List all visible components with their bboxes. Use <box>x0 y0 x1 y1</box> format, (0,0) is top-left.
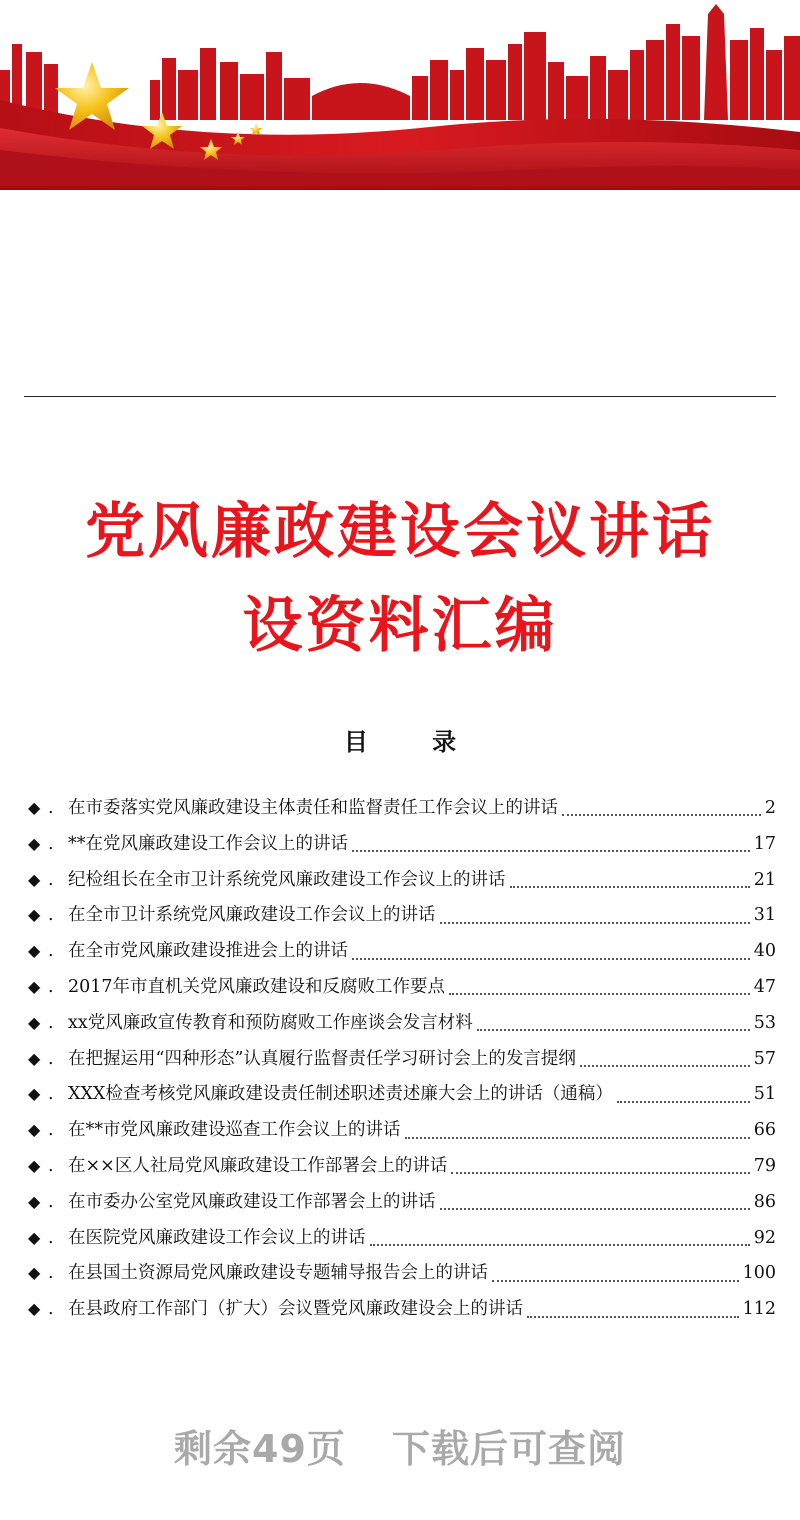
download-to-view-text: 下载后可查阅 <box>391 1427 626 1471</box>
dot-leader <box>440 921 750 924</box>
bullet-dot: . <box>48 1263 54 1284</box>
dot-leader <box>527 1315 739 1318</box>
toc-entry-title: 纪检组长在全市卫计系统党风廉政建设工作会议上的讲话 <box>68 869 506 890</box>
diamond-bullet-icon: ◆ <box>28 869 41 889</box>
remaining-pages-text: 剩余49页 <box>174 1427 346 1471</box>
toc-entry-title: 在全市党风廉政建设推进会上的讲话 <box>68 941 348 962</box>
bullet-dot: . <box>48 1155 54 1176</box>
toc-entry-page: 57 <box>753 1048 776 1069</box>
toc-entry-title: 在把握运用“四种形态”认真履行监督责任学习研讨会上的发言提纲 <box>68 1048 576 1069</box>
bullet-dot: . <box>48 798 54 818</box>
diamond-bullet-icon: ◆ <box>28 1084 41 1104</box>
toc-entry[interactable] <box>28 1080 776 1116</box>
bullet-dot: . <box>48 905 54 926</box>
dot-leader <box>370 1243 750 1246</box>
header-banner <box>0 0 800 190</box>
diamond-bullet-icon: ◆ <box>28 976 41 996</box>
toc-entry[interactable] <box>28 901 776 937</box>
toc-entry[interactable] <box>28 794 776 830</box>
diamond-bullet-icon: ◆ <box>28 1120 41 1140</box>
diamond-bullet-icon: ◆ <box>28 1227 41 1247</box>
bullet-dot: . <box>48 1299 54 1320</box>
toc-entry-page: 86 <box>753 1191 776 1212</box>
toc-entry[interactable] <box>28 937 776 973</box>
toc-entry-page: 92 <box>753 1227 776 1248</box>
dot-leader <box>451 1171 749 1174</box>
toc-entry-title: XXX检查考核党风廉政建设责任制述职述责述廉大会上的讲话（通稿） <box>68 1084 613 1105</box>
bullet-dot: . <box>48 1084 54 1105</box>
toc-entry[interactable] <box>28 866 776 902</box>
dot-leader <box>562 813 761 816</box>
diamond-bullet-icon: ◆ <box>28 1048 41 1068</box>
toc-entry-title: 在县国土资源局党风廉政建设专题辅导报告会上的讲话 <box>68 1263 488 1284</box>
document-title-line1: 党风廉政建设会议讲话 <box>85 497 715 567</box>
dot-leader <box>440 1207 750 1210</box>
toc-entry-title: 在市委办公室党风廉政建设工作部署会上的讲话 <box>68 1191 436 1212</box>
toc-entry-page: 51 <box>753 1084 776 1105</box>
toc-entry-page: 100 <box>742 1263 776 1284</box>
footer-notice <box>0 1418 800 1473</box>
dot-leader <box>405 1136 750 1139</box>
dot-leader <box>449 992 750 995</box>
city-skyline <box>0 4 800 120</box>
diamond-bullet-icon: ◆ <box>28 798 41 817</box>
toc-entry-title: 在市委落实党风廉政建设主体责任和监督责任工作会议上的讲话 <box>68 798 558 818</box>
toc-entry[interactable] <box>28 1009 776 1045</box>
toc-entry[interactable] <box>28 973 776 1009</box>
dot-leader <box>492 1279 739 1282</box>
bullet-dot: . <box>48 976 54 997</box>
diamond-bullet-icon: ◆ <box>28 1155 41 1175</box>
toc-entry[interactable] <box>28 1188 776 1224</box>
divider-line <box>24 396 776 397</box>
diamond-bullet-icon: ◆ <box>28 941 41 961</box>
dot-leader <box>352 849 750 852</box>
toc-entry-title: 在医院党风廉政建设工作会议上的讲话 <box>68 1227 366 1248</box>
bullet-dot: . <box>48 833 54 854</box>
toc-entry-title: 在县政府工作部门（扩大）会议暨党风廉政建设会上的讲话 <box>68 1299 523 1320</box>
toc-entry[interactable] <box>28 1224 776 1260</box>
toc-entry-title: 在全市卫计系统党风廉政建设工作会议上的讲话 <box>68 905 436 926</box>
diamond-bullet-icon: ◆ <box>28 1191 41 1211</box>
toc-entry-title: xx党风廉政宣传教育和预防腐败工作座谈会发言材料 <box>68 1012 473 1033</box>
dot-leader <box>352 957 750 960</box>
toc-entry-page: 31 <box>753 905 776 926</box>
bullet-dot: . <box>48 869 54 890</box>
toc-entry-title: **在党风廉政建设工作会议上的讲话 <box>68 833 348 854</box>
diamond-bullet-icon: ◆ <box>28 1012 41 1032</box>
document-title-line2: 设资料汇编 <box>242 591 558 661</box>
toc-entry-page: 21 <box>753 869 776 890</box>
toc-entry-page: 2 <box>764 798 776 818</box>
bullet-dot: . <box>48 1048 54 1069</box>
bullet-dot: . <box>48 1120 54 1141</box>
toc-entry[interactable] <box>28 1152 776 1188</box>
toc-entry-page: 40 <box>753 941 776 962</box>
toc-entry[interactable] <box>28 830 776 866</box>
diamond-bullet-icon: ◆ <box>28 1263 41 1283</box>
dot-leader <box>617 1100 750 1103</box>
diamond-bullet-icon: ◆ <box>28 833 41 853</box>
toc-entry-title: 2017年市直机关党风廉政建设和反腐败工作要点 <box>68 976 446 997</box>
dot-leader <box>580 1064 750 1067</box>
toc-entry[interactable] <box>28 1116 776 1152</box>
diamond-bullet-icon: ◆ <box>28 1299 41 1319</box>
toc-entry[interactable] <box>28 1295 776 1331</box>
toc-entry-page: 112 <box>742 1299 776 1320</box>
bullet-dot: . <box>48 1227 54 1248</box>
toc-entry[interactable] <box>28 1045 776 1081</box>
bullet-dot: . <box>48 1191 54 1212</box>
toc-heading: 目 录 <box>343 728 485 756</box>
bullet-dot: . <box>48 1012 54 1033</box>
table-of-contents <box>28 794 776 1331</box>
toc-entry-page: 47 <box>753 976 776 997</box>
toc-entry-title: 在**市党风廉政建设巡查工作会议上的讲话 <box>68 1120 401 1141</box>
dot-leader <box>510 885 750 888</box>
diamond-bullet-icon: ◆ <box>28 905 41 925</box>
dot-leader <box>477 1028 750 1031</box>
toc-entry-page: 66 <box>753 1120 776 1141</box>
toc-entry-page: 17 <box>753 833 776 854</box>
toc-entry-title: 在××区人社局党风廉政建设工作部署会上的讲话 <box>68 1155 448 1176</box>
bullet-dot: . <box>48 941 54 962</box>
toc-entry[interactable] <box>28 1259 776 1295</box>
toc-entry-page: 53 <box>753 1012 776 1033</box>
toc-entry-page: 79 <box>753 1155 776 1176</box>
